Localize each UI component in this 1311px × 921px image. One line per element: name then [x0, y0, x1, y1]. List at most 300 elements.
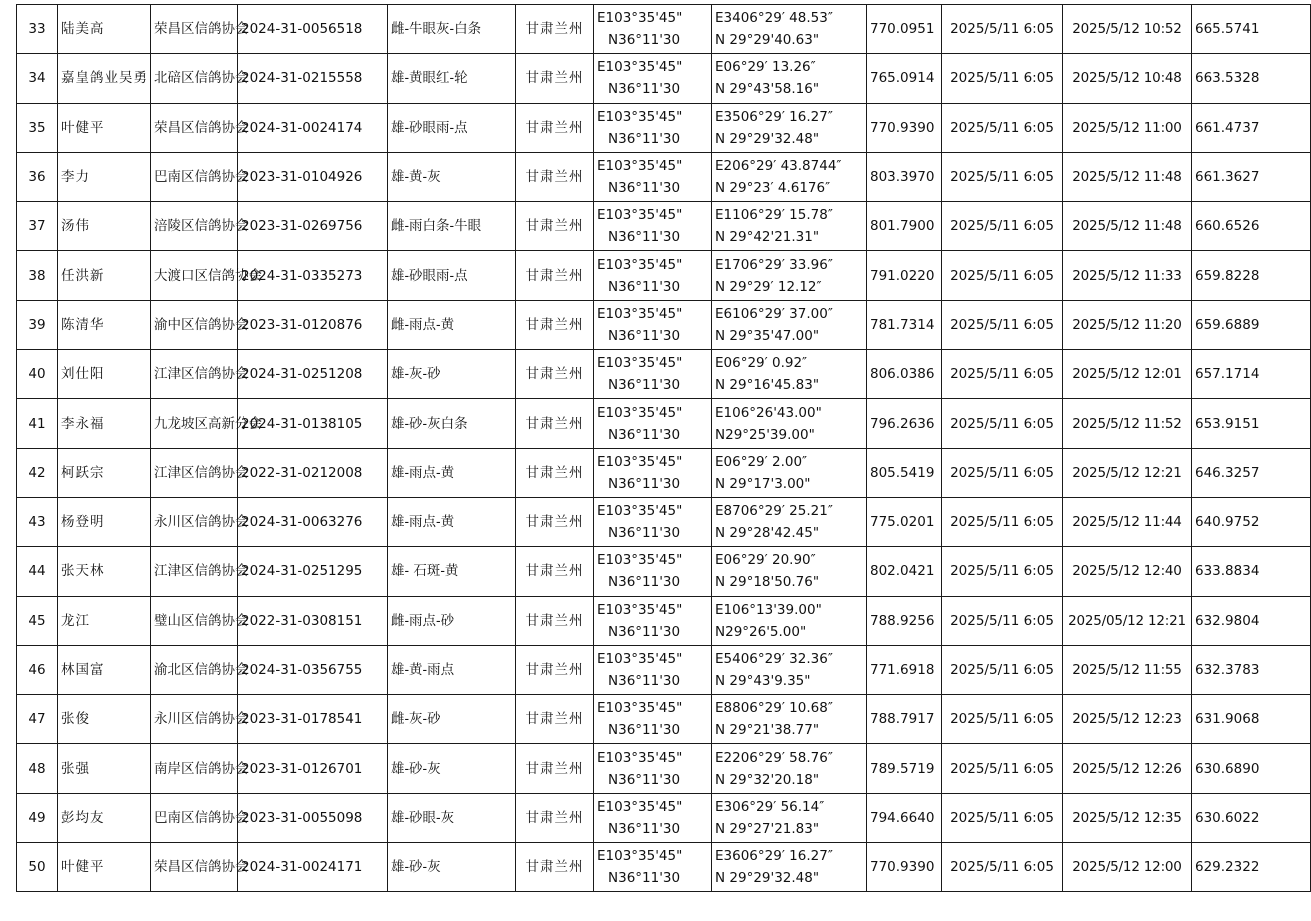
- loft-coordinates-cell: [712, 399, 867, 448]
- release-time-cell: 2025/5/11 6:05: [942, 448, 1063, 497]
- release-longitude: E103°35'45": [597, 798, 683, 815]
- loft-coordinates-cell: [712, 54, 867, 103]
- release-longitude: E103°35'45": [597, 355, 683, 372]
- loft-longitude: E06°29′ 2.00″: [715, 453, 808, 470]
- table-row: [17, 300, 1311, 349]
- arrival-time-cell: 2025/5/12 12:00: [1063, 843, 1192, 892]
- ring-number-cell: 2022-31-0212008: [238, 448, 388, 497]
- release-coordinates-cell: [594, 793, 712, 842]
- release-location-cell: 甘肃兰州: [516, 251, 594, 300]
- loft-coordinates-cell: [712, 843, 867, 892]
- release-latitude: N36°11'30: [608, 820, 681, 837]
- release-longitude: E103°35'45": [597, 404, 683, 421]
- association-cell: 九龙坡区高新分会: [151, 399, 238, 448]
- loft-coordinates-cell: [712, 300, 867, 349]
- distance-cell: 803.3970: [867, 152, 942, 201]
- release-time-cell: 2025/5/11 6:05: [942, 645, 1063, 694]
- ring-number-cell: 2024-31-0138105: [238, 399, 388, 448]
- release-latitude: N36°11'30: [608, 722, 681, 739]
- owner-name-cell: 任洪新: [58, 251, 151, 300]
- association-cell: 巴南区信鸽协会: [151, 793, 238, 842]
- table-row: [17, 695, 1311, 744]
- release-location-cell: 甘肃兰州: [516, 645, 594, 694]
- release-latitude: N36°11'30: [608, 229, 681, 246]
- owner-name-cell: 李永福: [58, 399, 151, 448]
- arrival-time-cell: 2025/5/12 11:33: [1063, 251, 1192, 300]
- owner-name-cell: 李力: [58, 152, 151, 201]
- table-row: [17, 596, 1311, 645]
- association-cell: 荣昌区信鸽协会: [151, 5, 238, 54]
- loft-longitude: E6106°29′ 37.00″: [715, 305, 833, 322]
- bird-description-cell: 雌-灰-砂: [388, 695, 516, 744]
- loft-latitude: N 29°42'21.31": [715, 229, 820, 246]
- owner-name-cell: 汤伟: [58, 202, 151, 251]
- results-sheet: [16, 4, 1310, 908]
- loft-coordinates-cell: [712, 152, 867, 201]
- release-latitude: N36°11'30: [608, 327, 681, 344]
- rank-cell: 48: [17, 744, 58, 793]
- table-row: [17, 103, 1311, 152]
- table-row: [17, 350, 1311, 399]
- table-row: [17, 843, 1311, 892]
- distance-cell: 771.6918: [867, 645, 942, 694]
- loft-latitude: N 29°29'32.48": [715, 870, 820, 887]
- loft-longitude: E3406°29′ 48.53″: [715, 10, 833, 27]
- ring-number-cell: 2024-31-0335273: [238, 251, 388, 300]
- ring-number-cell: 2024-31-0251295: [238, 547, 388, 596]
- loft-longitude: E3606°29′ 16.27″: [715, 848, 833, 865]
- speed-cell: 657.1714: [1192, 350, 1311, 399]
- association-cell: 渝北区信鸽协会: [151, 645, 238, 694]
- release-location-cell: 甘肃兰州: [516, 202, 594, 251]
- release-longitude: E103°35'45": [597, 207, 683, 224]
- bird-description-cell: 雄-砂-灰: [388, 744, 516, 793]
- loft-latitude: N 29°32'20.18": [715, 771, 820, 788]
- bird-description-cell: 雌-雨点-砂: [388, 596, 516, 645]
- loft-coordinates-cell: [712, 350, 867, 399]
- release-location-cell: 甘肃兰州: [516, 596, 594, 645]
- speed-cell: 661.4737: [1192, 103, 1311, 152]
- bird-description-cell: 雄-雨点-黄: [388, 497, 516, 546]
- release-location-cell: 甘肃兰州: [516, 843, 594, 892]
- release-location-cell: 甘肃兰州: [516, 547, 594, 596]
- owner-name-cell: 张俊: [58, 695, 151, 744]
- loft-latitude: N 29°18'50.76": [715, 574, 820, 591]
- bird-description-cell: 雄-砂-灰: [388, 843, 516, 892]
- release-coordinates-cell: [594, 54, 712, 103]
- release-latitude: N36°11'30: [608, 525, 681, 542]
- table-row: [17, 54, 1311, 103]
- release-longitude: E103°35'45": [597, 59, 683, 76]
- loft-longitude: E106°26'43.00": [715, 404, 822, 421]
- release-longitude: E103°35'45": [597, 651, 683, 667]
- release-time-cell: 2025/5/11 6:05: [942, 300, 1063, 349]
- speed-cell: 632.3783: [1192, 645, 1311, 694]
- release-latitude: N36°11'30: [608, 673, 681, 689]
- release-latitude: N36°11'30: [608, 623, 681, 640]
- release-latitude: N36°11'30: [608, 870, 681, 887]
- release-longitude: E103°35'45": [597, 749, 683, 766]
- loft-longitude: E06°29′ 20.90″: [715, 552, 816, 569]
- association-cell: 涪陵区信鸽协会: [151, 202, 238, 251]
- distance-cell: 765.0914: [867, 54, 942, 103]
- release-coordinates-cell: [594, 103, 712, 152]
- bird-description-cell: 雌-牛眼灰-白条: [388, 5, 516, 54]
- ring-number-cell: 2023-31-0055098: [238, 793, 388, 842]
- release-latitude: N36°11'30: [608, 574, 681, 591]
- release-longitude: E103°35'45": [597, 503, 683, 520]
- rank-cell: 38: [17, 251, 58, 300]
- distance-cell: 788.9256: [867, 596, 942, 645]
- speed-cell: 660.6526: [1192, 202, 1311, 251]
- loft-longitude: E8706°29′ 25.21″: [715, 503, 833, 520]
- arrival-time-cell: 2025/5/12 12:26: [1063, 744, 1192, 793]
- owner-name-cell: 叶健平: [58, 103, 151, 152]
- arrival-time-cell: 2025/05/12 12:21: [1063, 596, 1192, 645]
- release-coordinates-cell: [594, 843, 712, 892]
- arrival-time-cell: 2025/5/12 11:48: [1063, 152, 1192, 201]
- owner-name-cell: 嘉皇鸽业吴勇: [58, 54, 151, 103]
- distance-cell: 802.0421: [867, 547, 942, 596]
- rank-cell: 36: [17, 152, 58, 201]
- association-cell: 永川区信鸽协会: [151, 695, 238, 744]
- bird-description-cell: 雄-砂眼雨-点: [388, 103, 516, 152]
- association-cell: 北碚区信鸽协会: [151, 54, 238, 103]
- owner-name-cell: 彭均友: [58, 793, 151, 842]
- ring-number-cell: 2023-31-0178541: [238, 695, 388, 744]
- distance-cell: 805.5419: [867, 448, 942, 497]
- bird-description-cell: 雄- 石斑-黄: [388, 547, 516, 596]
- owner-name-cell: 杨登明: [58, 497, 151, 546]
- ring-number-cell: 2024-31-0024174: [238, 103, 388, 152]
- release-coordinates-cell: [594, 645, 712, 694]
- table-row: [17, 547, 1311, 596]
- association-cell: 大渡口区信鸽协会: [151, 251, 238, 300]
- arrival-time-cell: 2025/5/12 11:20: [1063, 300, 1192, 349]
- ring-number-cell: 2022-31-0308151: [238, 596, 388, 645]
- speed-cell: 629.2322: [1192, 843, 1311, 892]
- loft-latitude: N 29°35'47.00": [715, 327, 820, 344]
- distance-cell: 796.2636: [867, 399, 942, 448]
- owner-name-cell: 林国富: [58, 645, 151, 694]
- ring-number-cell: 2024-31-0251208: [238, 350, 388, 399]
- release-time-cell: 2025/5/11 6:05: [942, 5, 1063, 54]
- loft-coordinates-cell: [712, 251, 867, 300]
- loft-latitude: N 29°43'9.35": [715, 673, 811, 689]
- loft-longitude: E1706°29′ 33.96″: [715, 256, 833, 273]
- release-latitude: N36°11'30: [608, 426, 681, 443]
- speed-cell: 632.9804: [1192, 596, 1311, 645]
- loft-latitude: N 29°29'32.48": [715, 130, 820, 147]
- release-time-cell: 2025/5/11 6:05: [942, 596, 1063, 645]
- association-cell: 渝中区信鸽协会: [151, 300, 238, 349]
- loft-longitude: E206°29′ 43.8744″: [715, 158, 842, 175]
- arrival-time-cell: 2025/5/12 10:52: [1063, 5, 1192, 54]
- table-row: [17, 5, 1311, 54]
- loft-latitude: N 29°28'42.45": [715, 525, 820, 542]
- loft-longitude: E06°29′ 13.26″: [715, 59, 816, 76]
- speed-cell: 633.8834: [1192, 547, 1311, 596]
- bird-description-cell: 雄-砂-灰白条: [388, 399, 516, 448]
- arrival-time-cell: 2025/5/12 11:48: [1063, 202, 1192, 251]
- rank-cell: 50: [17, 843, 58, 892]
- loft-latitude: N 29°43'58.16": [715, 81, 820, 98]
- release-latitude: N36°11'30: [608, 771, 681, 788]
- owner-name-cell: 柯跃宗: [58, 448, 151, 497]
- table-row: [17, 251, 1311, 300]
- loft-longitude: E5406°29′ 32.36″: [715, 651, 833, 667]
- release-location-cell: 甘肃兰州: [516, 448, 594, 497]
- release-time-cell: 2025/5/11 6:05: [942, 103, 1063, 152]
- release-longitude: E103°35'45": [597, 108, 683, 125]
- distance-cell: 794.6640: [867, 793, 942, 842]
- release-location-cell: 甘肃兰州: [516, 399, 594, 448]
- release-latitude: N36°11'30: [608, 377, 681, 394]
- association-cell: 荣昌区信鸽协会: [151, 843, 238, 892]
- association-cell: 南岸区信鸽协会: [151, 744, 238, 793]
- owner-name-cell: 龙江: [58, 596, 151, 645]
- speed-cell: 663.5328: [1192, 54, 1311, 103]
- distance-cell: 789.5719: [867, 744, 942, 793]
- loft-latitude: N 29°16'45.83": [715, 377, 820, 394]
- release-time-cell: 2025/5/11 6:05: [942, 695, 1063, 744]
- release-coordinates-cell: [594, 251, 712, 300]
- release-location-cell: 甘肃兰州: [516, 103, 594, 152]
- release-coordinates-cell: [594, 695, 712, 744]
- association-cell: 江津区信鸽协会: [151, 448, 238, 497]
- loft-latitude: N 29°29'40.63": [715, 32, 820, 49]
- release-location-cell: 甘肃兰州: [516, 300, 594, 349]
- release-location-cell: 甘肃兰州: [516, 793, 594, 842]
- ring-number-cell: 2024-31-0215558: [238, 54, 388, 103]
- loft-latitude: N 29°23′ 4.6176″: [715, 180, 831, 197]
- owner-name-cell: 张天林: [58, 547, 151, 596]
- bird-description-cell: 雌-雨点-黄: [388, 300, 516, 349]
- release-location-cell: 甘肃兰州: [516, 695, 594, 744]
- speed-cell: 640.9752: [1192, 497, 1311, 546]
- release-longitude: E103°35'45": [597, 305, 683, 322]
- release-latitude: N36°11'30: [608, 180, 681, 197]
- loft-longitude: E3506°29′ 16.27″: [715, 108, 833, 125]
- table-row: [17, 152, 1311, 201]
- table-body: [17, 5, 1311, 892]
- release-time-cell: 2025/5/11 6:05: [942, 843, 1063, 892]
- release-location-cell: 甘肃兰州: [516, 497, 594, 546]
- ring-number-cell: 2024-31-0063276: [238, 497, 388, 546]
- loft-coordinates-cell: [712, 744, 867, 793]
- loft-coordinates-cell: [712, 547, 867, 596]
- loft-coordinates-cell: [712, 497, 867, 546]
- bird-description-cell: 雌-雨白条-牛眼: [388, 202, 516, 251]
- bird-description-cell: 雄-黄-灰: [388, 152, 516, 201]
- arrival-time-cell: 2025/5/12 11:52: [1063, 399, 1192, 448]
- release-location-cell: 甘肃兰州: [516, 54, 594, 103]
- loft-latitude: N29°26'5.00": [715, 623, 807, 640]
- release-coordinates-cell: [594, 152, 712, 201]
- speed-cell: 661.3627: [1192, 152, 1311, 201]
- rank-cell: 45: [17, 596, 58, 645]
- release-longitude: E103°35'45": [597, 158, 683, 175]
- release-location-cell: 甘肃兰州: [516, 5, 594, 54]
- rank-cell: 39: [17, 300, 58, 349]
- release-location-cell: 甘肃兰州: [516, 744, 594, 793]
- arrival-time-cell: 2025/5/12 11:00: [1063, 103, 1192, 152]
- release-coordinates-cell: [594, 744, 712, 793]
- owner-name-cell: 张强: [58, 744, 151, 793]
- rank-cell: 35: [17, 103, 58, 152]
- arrival-time-cell: 2025/5/12 12:01: [1063, 350, 1192, 399]
- association-cell: 荣昌区信鸽协会: [151, 103, 238, 152]
- rank-cell: 43: [17, 497, 58, 546]
- loft-longitude: E06°29′ 0.92″: [715, 355, 808, 372]
- release-longitude: E103°35'45": [597, 700, 683, 717]
- owner-name-cell: 刘仕阳: [58, 350, 151, 399]
- release-longitude: E103°35'45": [597, 453, 683, 470]
- release-longitude: E103°35'45": [597, 601, 683, 618]
- release-time-cell: 2025/5/11 6:05: [942, 251, 1063, 300]
- release-time-cell: 2025/5/11 6:05: [942, 547, 1063, 596]
- release-coordinates-cell: [594, 448, 712, 497]
- loft-longitude: E306°29′ 56.14″: [715, 798, 825, 815]
- ring-number-cell: 2024-31-0056518: [238, 5, 388, 54]
- speed-cell: 665.5741: [1192, 5, 1311, 54]
- arrival-time-cell: 2025/5/12 11:44: [1063, 497, 1192, 546]
- loft-coordinates-cell: [712, 448, 867, 497]
- rank-cell: 34: [17, 54, 58, 103]
- bird-description-cell: 雄-黄-雨点: [388, 645, 516, 694]
- association-cell: 璧山区信鸽协会: [151, 596, 238, 645]
- distance-cell: 775.0201: [867, 497, 942, 546]
- association-cell: 江津区信鸽协会: [151, 547, 238, 596]
- release-time-cell: 2025/5/11 6:05: [942, 350, 1063, 399]
- bird-description-cell: 雄-雨点-黄: [388, 448, 516, 497]
- speed-cell: 659.8228: [1192, 251, 1311, 300]
- distance-cell: 806.0386: [867, 350, 942, 399]
- speed-cell: 659.6889: [1192, 300, 1311, 349]
- association-cell: 江津区信鸽协会: [151, 350, 238, 399]
- loft-coordinates-cell: [712, 645, 867, 694]
- release-time-cell: 2025/5/11 6:05: [942, 202, 1063, 251]
- arrival-time-cell: 2025/5/12 10:48: [1063, 54, 1192, 103]
- distance-cell: 788.7917: [867, 695, 942, 744]
- rank-cell: 37: [17, 202, 58, 251]
- release-coordinates-cell: [594, 300, 712, 349]
- loft-coordinates-cell: [712, 103, 867, 152]
- loft-longitude: E8806°29′ 10.68″: [715, 700, 833, 717]
- loft-longitude: E1106°29′ 15.78″: [715, 207, 833, 224]
- association-cell: 巴南区信鸽协会: [151, 152, 238, 201]
- bird-description-cell: 雄-黄眼红-轮: [388, 54, 516, 103]
- owner-name-cell: 陈清华: [58, 300, 151, 349]
- speed-cell: 631.9068: [1192, 695, 1311, 744]
- ring-number-cell: 2023-31-0104926: [238, 152, 388, 201]
- distance-cell: 781.7314: [867, 300, 942, 349]
- table-row: [17, 645, 1311, 694]
- release-coordinates-cell: [594, 399, 712, 448]
- loft-coordinates-cell: [712, 793, 867, 842]
- association-cell: 永川区信鸽协会: [151, 497, 238, 546]
- loft-coordinates-cell: [712, 596, 867, 645]
- table-row: [17, 497, 1311, 546]
- table-row: [17, 202, 1311, 251]
- speed-cell: 630.6890: [1192, 744, 1311, 793]
- release-location-cell: 甘肃兰州: [516, 152, 594, 201]
- loft-latitude: N 29°17'3.00": [715, 475, 811, 492]
- release-coordinates-cell: [594, 350, 712, 399]
- rank-cell: 44: [17, 547, 58, 596]
- loft-coordinates-cell: [712, 202, 867, 251]
- release-coordinates-cell: [594, 5, 712, 54]
- owner-name-cell: 陆美高: [58, 5, 151, 54]
- bird-description-cell: 雄-砂眼-灰: [388, 793, 516, 842]
- loft-coordinates-cell: [712, 5, 867, 54]
- release-latitude: N36°11'30: [608, 81, 681, 98]
- release-time-cell: 2025/5/11 6:05: [942, 497, 1063, 546]
- rank-cell: 40: [17, 350, 58, 399]
- rank-cell: 49: [17, 793, 58, 842]
- rank-cell: 42: [17, 448, 58, 497]
- distance-cell: 770.9390: [867, 843, 942, 892]
- rank-cell: 33: [17, 5, 58, 54]
- arrival-time-cell: 2025/5/12 12:23: [1063, 695, 1192, 744]
- release-time-cell: 2025/5/11 6:05: [942, 793, 1063, 842]
- ring-number-cell: 2024-31-0356755: [238, 645, 388, 694]
- ring-number-cell: 2023-31-0269756: [238, 202, 388, 251]
- release-time-cell: 2025/5/11 6:05: [942, 152, 1063, 201]
- distance-cell: 791.0220: [867, 251, 942, 300]
- speed-cell: 653.9151: [1192, 399, 1311, 448]
- rank-cell: 46: [17, 645, 58, 694]
- table-row: [17, 793, 1311, 842]
- release-latitude: N36°11'30: [608, 32, 681, 49]
- arrival-time-cell: 2025/5/12 12:21: [1063, 448, 1192, 497]
- release-time-cell: 2025/5/11 6:05: [942, 744, 1063, 793]
- loft-latitude: N 29°29′ 12.12″: [715, 278, 822, 295]
- release-longitude: E103°35'45": [597, 256, 683, 273]
- release-longitude: E103°35'45": [597, 848, 683, 865]
- loft-latitude: N 29°27'21.83": [715, 820, 820, 837]
- distance-cell: 770.9390: [867, 103, 942, 152]
- table-row: [17, 744, 1311, 793]
- table-row: [17, 448, 1311, 497]
- ring-number-cell: 2023-31-0120876: [238, 300, 388, 349]
- release-latitude: N36°11'30: [608, 130, 681, 147]
- release-coordinates-cell: [594, 497, 712, 546]
- speed-cell: 646.3257: [1192, 448, 1311, 497]
- speed-cell: 630.6022: [1192, 793, 1311, 842]
- distance-cell: 770.0951: [867, 5, 942, 54]
- loft-latitude: N 29°21'38.77": [715, 722, 820, 739]
- loft-longitude: E106°13'39.00": [715, 601, 822, 618]
- ring-number-cell: 2024-31-0024171: [238, 843, 388, 892]
- ring-number-cell: 2023-31-0126701: [238, 744, 388, 793]
- release-time-cell: 2025/5/11 6:05: [942, 399, 1063, 448]
- arrival-time-cell: 2025/5/12 11:55: [1063, 645, 1192, 694]
- loft-coordinates-cell: [712, 695, 867, 744]
- rank-cell: 47: [17, 695, 58, 744]
- release-latitude: N36°11'30: [608, 278, 681, 295]
- loft-latitude: N29°25'39.00": [715, 426, 815, 443]
- arrival-time-cell: 2025/5/12 12:35: [1063, 793, 1192, 842]
- race-results-table: [16, 4, 1311, 892]
- loft-longitude: E2206°29′ 58.76″: [715, 749, 833, 766]
- release-longitude: E103°35'45": [597, 552, 683, 569]
- release-coordinates-cell: [594, 596, 712, 645]
- release-time-cell: 2025/5/11 6:05: [942, 54, 1063, 103]
- bird-description-cell: 雄-灰-砂: [388, 350, 516, 399]
- rank-cell: 41: [17, 399, 58, 448]
- release-location-cell: 甘肃兰州: [516, 350, 594, 399]
